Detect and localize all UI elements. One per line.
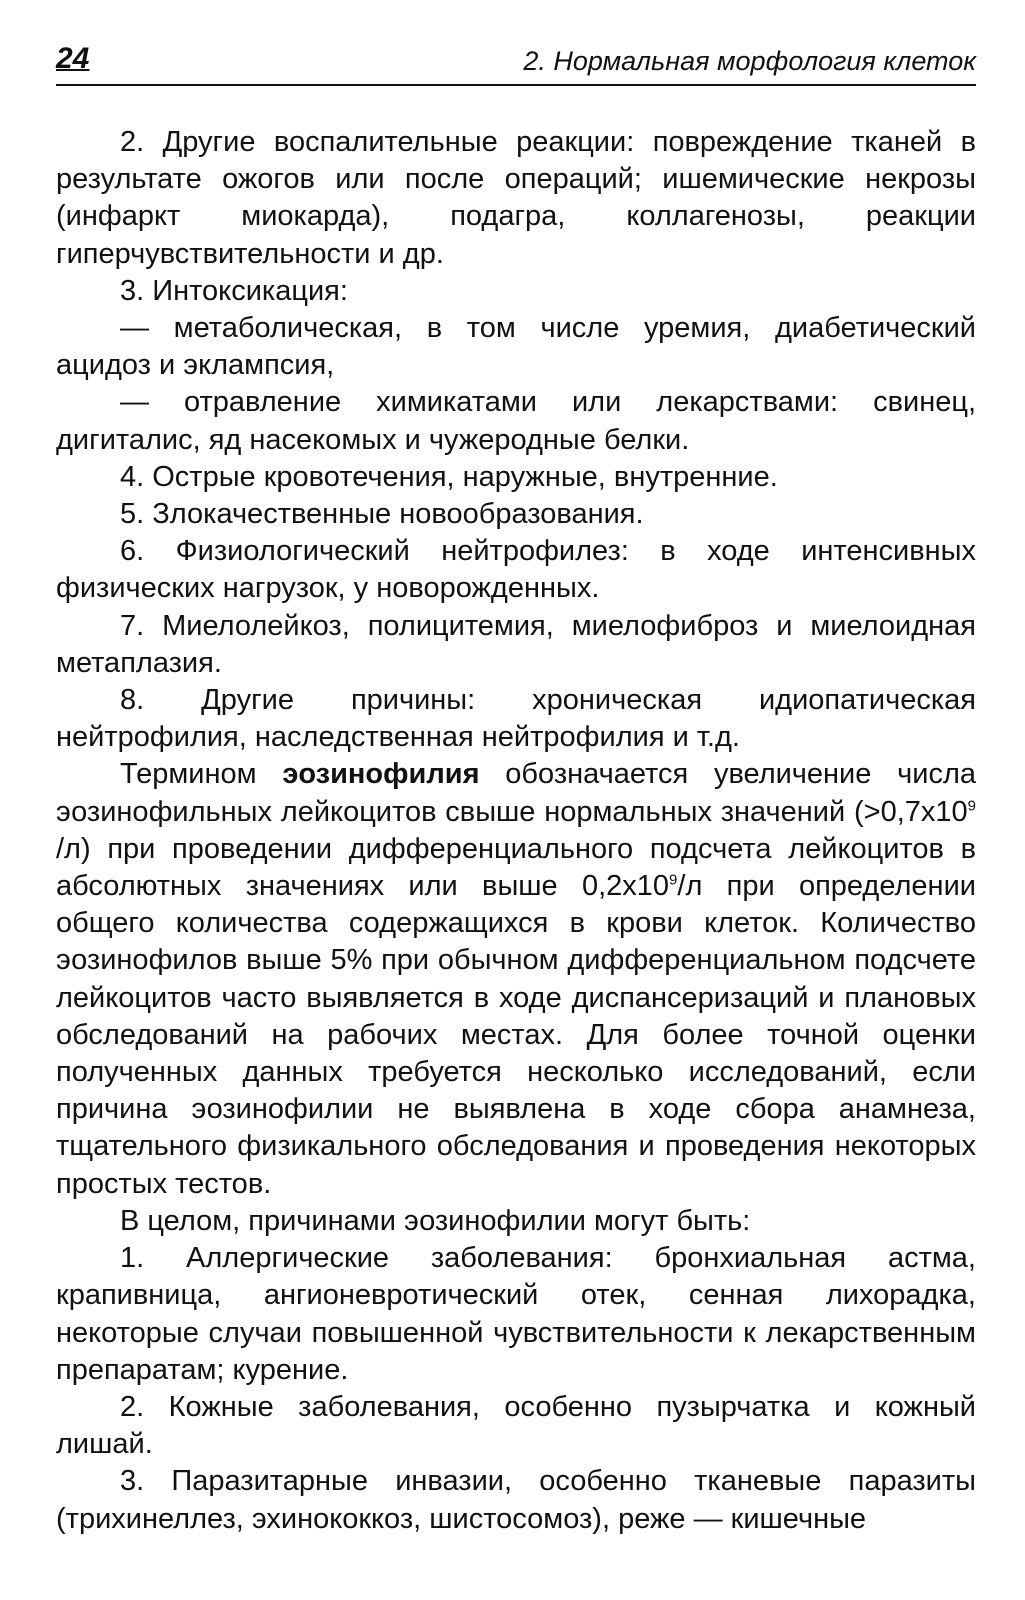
- page-header: [56, 40, 976, 86]
- superscript-a: 9: [967, 797, 976, 814]
- paragraph-eosinophilia-definition: [56, 756, 976, 1202]
- definition-text-b: /л) при проведении дифференциального подсчета лейкоцитов в абсолютных значениях или выше 0,2x10: [56, 832, 976, 903]
- definition-lead: Термином: [120, 758, 283, 791]
- paragraph-allergic: 1. Аллергические заболевания: бронхиальная астма, крапивница, ангионевротический отек, сенная лихорадка, некоторые случаи повышенной чувствительности к лекарственным препаратам; курение.: [56, 1242, 976, 1386]
- book-page: [56, 40, 976, 1538]
- definition-text-a: обозначается увеличение числа эозинофильных лейкоцитов свыше нормальных значений (>0,7x10: [56, 758, 976, 828]
- page-body: [56, 124, 976, 1538]
- term-eosinophilia: эозинофилия: [282, 758, 480, 791]
- paragraph-parasitic: 3. Паразитарные инвазии, особенно тканевые паразиты (трихинеллез, эхинококкоз, шистосомоз), реже — кишечные: [56, 1465, 976, 1535]
- paragraph-bleeding: 4. Острые кровотечения, наружные, внутренние.: [120, 460, 778, 493]
- running-title: 2. Нормальная морфология клеток: [523, 46, 976, 76]
- paragraph-myeloleukosis: 7. Миелолейкоз, полицитемия, миелофиброз и миелоидная метаплазия.: [56, 609, 976, 679]
- paragraph-skin: 2. Кожные заболевания, особенно пузырчатка и кожный лишай.: [56, 1390, 976, 1461]
- paragraph-poisoning: — отравление химикатами или лекарствами: свинец, дигиталис, яд насекомых и чужеродные белки.: [56, 386, 976, 456]
- paragraph-neoplasms: 5. Злокачественные новообразования.: [120, 498, 644, 531]
- paragraph-metabolic: — метаболическая, в том числе уремия, диабетический ацидоз и эклампсия,: [56, 312, 976, 382]
- superscript-b: 9: [669, 871, 678, 889]
- page-number: 24: [56, 42, 90, 75]
- paragraph-intoxication: 3. Интоксикация:: [120, 274, 348, 307]
- paragraph-other-inflammatory: 2. Другие воспалительные реакции: повреждение тканей в результате ожогов или после операций; ишемические некрозы (инфаркт миокарда), подагра, коллагенозы, реакции гиперчувствительности и др.: [56, 126, 976, 270]
- definition-text-c: /л при определении общего количества содержащихся в крови клеток. Количество эозинофилов выше 5% при обычном дифференциальном подсчете лейкоцитов часто выявляется в ходе диспансеризаций и плановых обследований на рабочих местах. Для более точной оценки полученных данных требуется несколько исследований, если причина эозинофилии не выявлена в ходе сбора анамнеза, тщательного физикального обследования и проведения некоторых простых тестов.: [56, 870, 976, 1200]
- paragraph-other-causes: 8. Другие причины: хроническая идиопатическая нейтрофилия, наследственная нейтрофилия и т.д.: [56, 684, 976, 754]
- paragraph-eosinophilia-causes-intro: В целом, причинами эозинофилии могут быть:: [120, 1204, 751, 1237]
- paragraph-physiological: 6. Физиологический нейтрофилез: в ходе интенсивных физических нагрузок, у новорожденных.: [56, 535, 976, 605]
